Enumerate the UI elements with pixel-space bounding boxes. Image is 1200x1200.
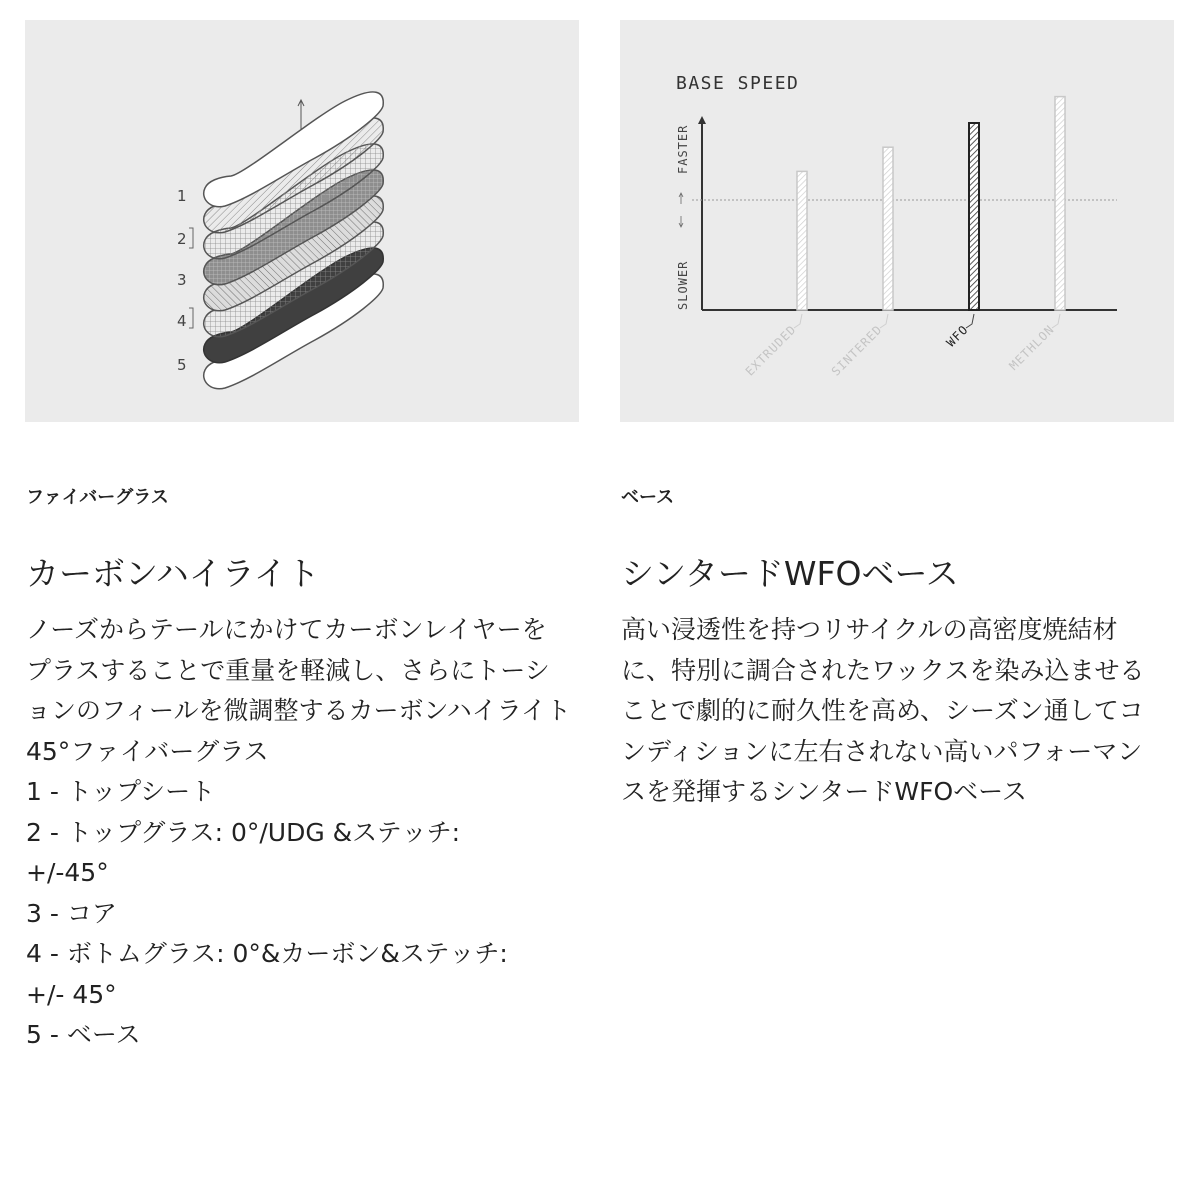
layer-list-item-4: 4 - ボトムグラス: 0°&カーボン&ステッチ: +/- 45° [26, 939, 508, 1009]
x-tick-sintered: SINTERED [828, 322, 886, 379]
layer-label-5: 5 [177, 356, 187, 374]
layer-list [26, 772, 586, 1056]
layers-diagram-panel [25, 20, 579, 422]
layer-list-item-3: 3 - コア [26, 898, 117, 928]
base-speed-chart [620, 20, 1174, 422]
layers-diagram [25, 20, 579, 422]
x-tick-leader-sintered [880, 314, 888, 328]
bar-extruded [797, 171, 807, 310]
fiberglass-section [26, 484, 586, 1056]
fiberglass-heading: カーボンハイライト [26, 554, 320, 593]
x-tick-leader-extruded [794, 314, 802, 328]
bar-methlon [1055, 97, 1065, 310]
layer-label-2: 2 [177, 230, 187, 248]
layer-label-4: 4 [177, 312, 187, 330]
x-tick-wfo: WFO [943, 322, 972, 350]
bracket-4 [189, 308, 193, 328]
base-eyebrow: ベース [621, 487, 675, 508]
x-tick-methlon: METHLON [1006, 322, 1058, 373]
layer-label-3: 3 [177, 271, 187, 289]
faster-label: FASTER [676, 124, 690, 174]
layer-list-item-1: 1 - トップシート [26, 777, 216, 806]
x-tick-extruded: EXTRUDED [742, 322, 800, 379]
layer-list-item-5: 5 - ベース [26, 1020, 141, 1049]
base-speed-chart-panel [620, 20, 1174, 422]
bracket-2 [189, 228, 193, 248]
x-tick-leader-methlon [1052, 314, 1060, 328]
bar-wfo [969, 123, 979, 310]
layer-list-item-2: 2 - トップグラス: 0°/UDG &ステッチ: +/-45° [26, 817, 461, 887]
base-section [621, 484, 1181, 813]
faster-arrow-icon [679, 193, 683, 204]
fiberglass-eyebrow: ファイバーグラス [26, 487, 169, 508]
base-description: 高い浸透性を持つリサイクルの高密度焼結材に、特別に調合されたワックスを染み込ませることで劇的に耐久性を高め、シーズン通してコンディションに左右されない高いパフォーマンスを発揮するシンタードWFOベース [621, 615, 1145, 806]
y-axis [698, 116, 1117, 310]
bar-sintered [883, 147, 893, 310]
x-tick-leader-wfo [966, 314, 974, 328]
base-heading: シンタードWFOベース [621, 554, 959, 593]
chart-title: BASE SPEED [676, 73, 800, 94]
slower-arrow-icon [679, 216, 683, 227]
fiberglass-description: ノーズからテールにかけてカーボンレイヤーをプラスすることで重量を軽減し、さらにトーションのフィールを微調整するカーボンハイライト45°ファイバーグラス [26, 615, 572, 766]
slower-label: SLOWER [676, 260, 690, 310]
layer-label-1: 1 [177, 187, 187, 205]
